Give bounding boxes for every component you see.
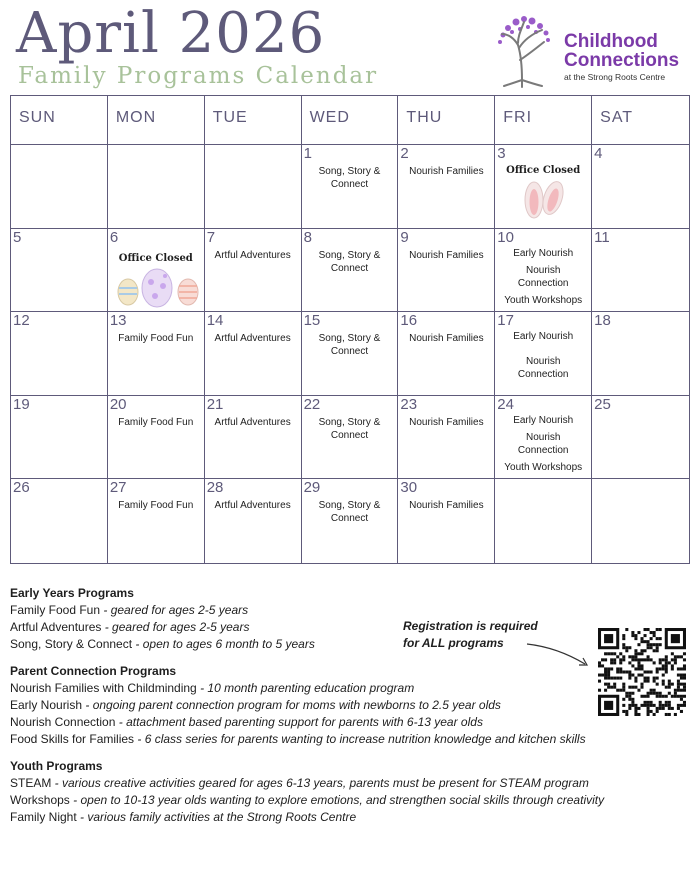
program-event: Artful Adventures xyxy=(214,333,291,345)
calendar-day-cell xyxy=(108,396,205,480)
page-title: April 2026 xyxy=(16,1,326,66)
day-events xyxy=(499,165,587,225)
tree-icon xyxy=(488,10,564,88)
calendar-day-cell xyxy=(11,145,108,229)
legend-item xyxy=(10,697,630,714)
day-number: 18 xyxy=(594,312,611,330)
program-event: Nourish Connection xyxy=(517,431,569,456)
calendar-day-cell xyxy=(398,145,495,229)
day-number: 19 xyxy=(13,395,30,413)
day-number: 20 xyxy=(109,395,127,413)
calendar-day-cell xyxy=(11,229,108,313)
legend-section-heading: Youth Programs xyxy=(10,759,103,773)
calendar-day-cell xyxy=(495,396,592,480)
day-number: 30 xyxy=(400,479,418,497)
program-name: Food Skills for Families xyxy=(10,732,135,746)
day-number: 21 xyxy=(206,395,224,413)
program-description: - open to ages 6 month to 5 years xyxy=(132,637,315,651)
childhood-connections-logo xyxy=(488,10,686,88)
program-description: - various creative activities geared for ages 6-13 years, parents must be present for STEAM program xyxy=(51,776,589,790)
day-number: 25 xyxy=(594,395,611,413)
registration-note xyxy=(403,618,538,652)
calendar-day-cell xyxy=(495,145,592,229)
day-events xyxy=(112,416,200,429)
calendar-day-cell xyxy=(11,396,108,480)
legend-item xyxy=(10,731,630,748)
qr-code[interactable] xyxy=(598,628,686,716)
program-event: Song, Story & Connect xyxy=(318,249,381,274)
day-events xyxy=(112,499,200,512)
legend-item xyxy=(10,602,630,619)
calendar-day-cell xyxy=(592,312,689,396)
program-event: Nourish Families xyxy=(409,416,484,428)
day-header-thu: THU xyxy=(398,96,495,145)
program-name: Song, Story & Connect xyxy=(10,637,133,651)
calendar-day-cell xyxy=(398,396,495,480)
calendar-day-cell xyxy=(398,312,495,396)
registration-line-1: Registration is required xyxy=(403,619,538,633)
program-event: Early Nourish xyxy=(513,414,574,426)
calendar-day-cell xyxy=(302,312,399,396)
legend-item xyxy=(10,714,630,731)
program-event: Family Food Fun xyxy=(118,416,194,428)
logo-line-2: Connections xyxy=(564,50,680,71)
program-name: Workshops xyxy=(10,793,70,807)
calendar-day-cell xyxy=(495,479,592,563)
day-events xyxy=(499,414,587,478)
page-subtitle: Family Programs Calendar xyxy=(18,63,379,89)
calendar-day-cell xyxy=(205,145,302,229)
program-event: Song, Story & Connect xyxy=(318,500,381,525)
day-header-sun: SUN xyxy=(11,96,108,145)
day-events xyxy=(402,332,490,345)
day-number: 10 xyxy=(497,228,514,246)
day-number: 4 xyxy=(594,145,603,162)
program-description: - ongoing parent connection program for moms with newborns to 2.5 year olds xyxy=(82,698,501,712)
day-number: 17 xyxy=(497,312,514,330)
calendar-day-cell xyxy=(205,396,302,480)
program-event: Song, Story & Connect xyxy=(318,333,381,358)
program-event: Nourish Families xyxy=(409,500,484,512)
day-events xyxy=(499,247,587,311)
day-events xyxy=(402,416,490,429)
program-name: Family Food Fun xyxy=(10,603,101,617)
day-number: 7 xyxy=(206,228,216,246)
legend-gap xyxy=(10,748,630,758)
logo-line-3: at the Strong Roots Centre xyxy=(564,72,666,82)
day-number: 15 xyxy=(303,312,321,330)
day-events xyxy=(112,332,200,345)
day-header-wed: WED xyxy=(302,96,399,145)
program-name: Family Night xyxy=(10,810,77,824)
program-description: - 6 class series for parents wanting to increase nutrition knowledge and kitchen skills xyxy=(134,732,586,746)
day-number: 24 xyxy=(497,395,514,413)
day-number: 16 xyxy=(400,312,418,330)
program-event: Artful Adventures xyxy=(214,249,291,261)
day-number: 3 xyxy=(497,145,506,162)
bunny-ears-icon xyxy=(508,176,578,220)
legend-item xyxy=(10,809,630,826)
legend-item xyxy=(10,792,630,809)
program-description: - various family activities at the Strong Roots Centre xyxy=(76,810,357,824)
arrow-icon xyxy=(525,640,593,670)
easter-eggs-icon xyxy=(112,264,202,308)
day-events xyxy=(209,499,297,512)
calendar-day-cell xyxy=(205,479,302,563)
day-number: 13 xyxy=(109,312,127,330)
day-events xyxy=(306,499,394,525)
program-event: Nourish Families xyxy=(409,333,484,345)
registration-line-2: for ALL programs xyxy=(403,636,504,650)
calendar-day-cell xyxy=(205,312,302,396)
program-description: - 10 month parenting education program xyxy=(196,681,415,695)
day-number: 12 xyxy=(13,312,30,330)
day-number: 26 xyxy=(13,479,30,497)
program-name: Nourish Connection xyxy=(10,715,116,729)
day-events xyxy=(306,416,394,442)
day-number: 6 xyxy=(109,228,119,246)
program-event: Artful Adventures xyxy=(214,500,291,512)
calendar-day-cell xyxy=(495,312,592,396)
calendar-day-cell xyxy=(592,396,689,480)
calendar-day-cell xyxy=(108,312,205,396)
day-number: 1 xyxy=(303,145,312,162)
program-description: - geared for ages 2-5 years xyxy=(100,603,249,617)
calendar-day-cell xyxy=(108,229,205,313)
day-header-mon: MON xyxy=(108,96,205,145)
day-events xyxy=(402,165,490,178)
calendar-day-cell xyxy=(398,229,495,313)
day-number: 5 xyxy=(13,228,22,246)
program-event: Nourish Families xyxy=(409,249,484,261)
calendar-day-cell xyxy=(205,229,302,313)
day-number: 29 xyxy=(303,479,321,497)
calendar-day-cell xyxy=(302,229,399,313)
calendar-day-cell xyxy=(11,312,108,396)
day-number: 14 xyxy=(206,312,224,330)
calendar-day-cell xyxy=(495,229,592,313)
day-events xyxy=(209,332,297,345)
bunny-ears-art xyxy=(499,176,587,225)
calendar-grid xyxy=(10,95,690,564)
calendar-day-cell xyxy=(11,479,108,563)
program-event: Nourish Connection xyxy=(517,356,569,381)
program-name: Nourish Families with Childminding xyxy=(10,681,197,695)
program-event: Family Food Fun xyxy=(118,333,194,345)
program-name: Early Nourish xyxy=(10,698,83,712)
program-event: Nourish Families xyxy=(409,166,484,177)
day-events xyxy=(112,253,200,313)
day-number: 9 xyxy=(400,228,409,246)
day-events xyxy=(499,330,587,393)
day-events xyxy=(209,249,297,262)
calendar-day-cell xyxy=(592,479,689,563)
day-events xyxy=(402,249,490,262)
day-number: 22 xyxy=(303,395,321,413)
day-number: 11 xyxy=(594,228,610,246)
day-number: 27 xyxy=(109,479,127,497)
program-event: Artful Adventures xyxy=(214,416,291,428)
day-number: 8 xyxy=(303,228,312,246)
calendar-day-cell xyxy=(398,479,495,563)
program-description: - attachment based parenting support for parents with 6-13 year olds xyxy=(115,715,483,729)
program-event: Early Nourish xyxy=(513,331,574,343)
legend-item xyxy=(10,775,630,792)
calendar-day-cell xyxy=(592,145,689,229)
office-closed-label: Office Closed xyxy=(118,252,193,264)
calendar-day-cell xyxy=(108,479,205,563)
program-event: Youth Workshops xyxy=(504,294,583,306)
day-events xyxy=(306,249,394,275)
day-events xyxy=(306,332,394,358)
office-closed-label: Office Closed xyxy=(506,165,581,176)
day-header-tue: TUE xyxy=(205,96,302,145)
easter-eggs-art xyxy=(112,264,200,313)
program-description: - open to 10-13 year olds wanting to explore emotions, and strengthen social skills through creativity xyxy=(69,793,605,807)
day-events xyxy=(306,165,394,191)
calendar-day-cell xyxy=(302,479,399,563)
logo-line-1: Childhood xyxy=(564,31,658,52)
legend-section-heading: Parent Connection Programs xyxy=(10,664,177,678)
program-description: - geared for ages 2-5 years xyxy=(101,620,250,634)
calendar-day-cell xyxy=(302,396,399,480)
day-header-sat: SAT xyxy=(592,96,689,145)
day-events xyxy=(209,416,297,429)
legend-section-heading: Early Years Programs xyxy=(10,586,134,600)
program-name: STEAM xyxy=(10,776,52,790)
program-event: Song, Story & Connect xyxy=(318,166,381,190)
day-events xyxy=(402,499,490,512)
legend-item xyxy=(10,680,630,697)
calendar-day-cell xyxy=(108,145,205,229)
calendar-day-cell xyxy=(302,145,399,229)
program-event: Youth Workshops xyxy=(504,461,583,473)
day-number: 28 xyxy=(206,479,224,497)
program-event: Song, Story & Connect xyxy=(318,416,381,441)
day-number: 23 xyxy=(400,395,418,413)
calendar-day-cell xyxy=(592,229,689,313)
program-name: Artful Adventures xyxy=(10,620,102,634)
program-event: Nourish Connection xyxy=(517,264,569,289)
day-header-fri: FRI xyxy=(495,96,592,145)
day-number: 2 xyxy=(400,145,409,162)
program-event: Family Food Fun xyxy=(118,500,194,512)
program-event: Early Nourish xyxy=(513,247,574,259)
